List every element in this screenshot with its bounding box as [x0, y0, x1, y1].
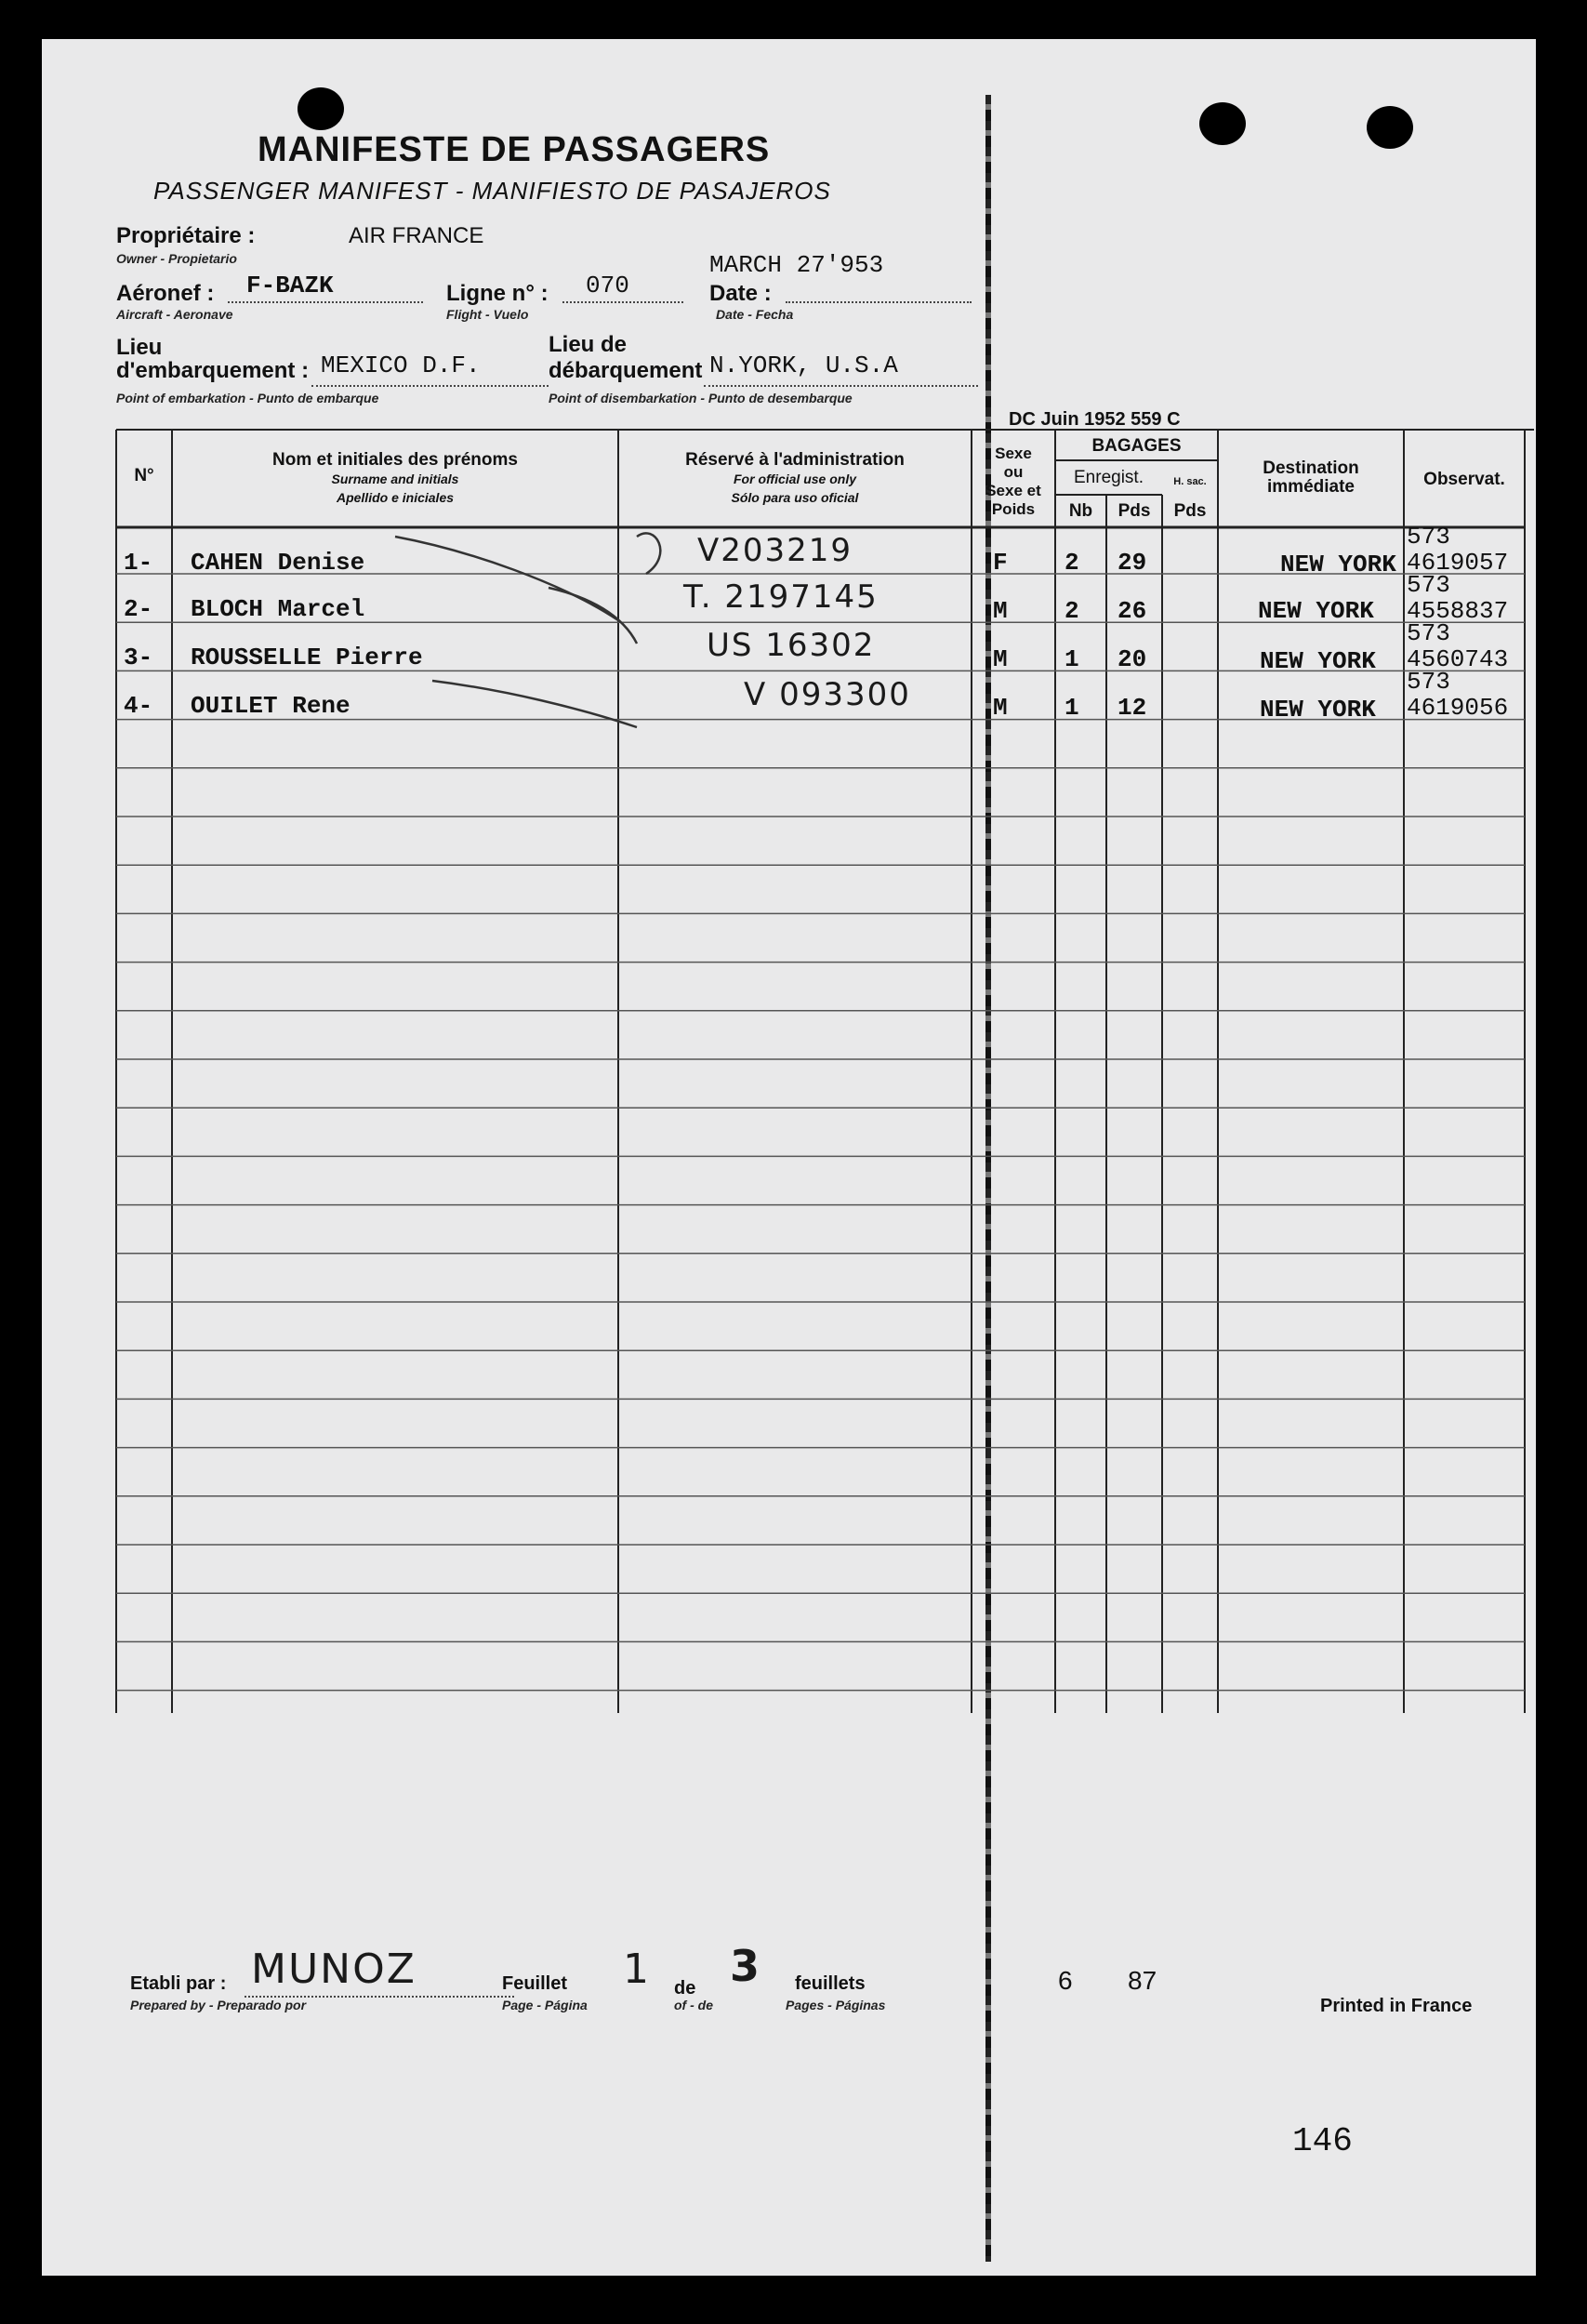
col-header-name — [172, 451, 618, 507]
row-name: ROUSSELLE Pierre — [191, 644, 423, 671]
sheets-sub: Pages - Páginas — [786, 1998, 886, 2012]
embark-label: Lieu — [116, 335, 163, 360]
row-sex: M — [993, 694, 1008, 722]
row-name: OUILET Rene — [191, 692, 350, 720]
col-header-admin-label: Réservé à l'administration — [685, 450, 905, 470]
col-header-destination — [1218, 459, 1404, 497]
row-obs: 4619057 — [1407, 549, 1509, 577]
col-header-destination-1: Destination — [1263, 458, 1359, 478]
col-header-pds: Pds — [1118, 501, 1151, 521]
embark-label-2: d'embarquement : — [116, 358, 310, 383]
flight-value: 070 — [586, 272, 629, 299]
flight-label: Ligne n° : — [446, 281, 549, 306]
disembark-sub: Point of disembarkation - Punto de desembarque — [549, 391, 853, 405]
sheet-sub: Page - Página — [502, 1998, 588, 2012]
col-header-pds-hand: Pds — [1173, 501, 1207, 521]
manifest-page — [42, 39, 1536, 2276]
aircraft-sub: Aircraft - Aeronave — [116, 307, 233, 322]
row-destination: NEW YORK — [1260, 647, 1376, 675]
aircraft-value: F-BAZK — [246, 272, 334, 299]
row-admin: V203219 — [697, 532, 853, 569]
disembark-label-2: débarquement — [549, 358, 703, 383]
of-sub: of - de — [674, 1998, 713, 2012]
row-sex: F — [993, 549, 1008, 577]
col-header-sex-2: ou — [1003, 463, 1024, 481]
col-header-name-sub: Surname and initials — [331, 471, 459, 486]
total-nb: 6 — [1058, 1966, 1073, 1995]
sheet-label: Feuillet — [502, 1973, 568, 1994]
row-obs-top: 573 — [1407, 571, 1450, 599]
col-header-sex — [972, 445, 1055, 519]
col-header-name-label: Nom et initiales des prénoms — [272, 450, 518, 470]
row-obs-top: 573 — [1407, 523, 1450, 551]
row-sex: M — [993, 597, 1008, 625]
col-header-sex-3: Sexe et — [985, 482, 1041, 499]
col-header-main: H. sac. — [1173, 476, 1207, 487]
page-title: MANIFESTE DE PASSAGERS — [258, 130, 771, 169]
aircraft-label: Aéronef : — [116, 281, 215, 306]
row-no: 1- — [124, 549, 153, 577]
row-no: 4- — [124, 692, 153, 720]
row-no: 3- — [124, 644, 153, 671]
embark-value: MEXICO D.F. — [321, 352, 481, 379]
row-pds: 29 — [1118, 549, 1147, 577]
row-obs: 4558837 — [1407, 597, 1509, 625]
page-number: 146 — [1292, 2122, 1353, 2160]
row-name: BLOCH Marcel — [191, 595, 365, 623]
row-nb: 1 — [1065, 694, 1079, 722]
col-header-admin — [618, 451, 972, 507]
prepared-label: Etabli par : — [130, 1973, 227, 1994]
col-header-no: N° — [134, 466, 154, 485]
row-admin: US 16302 — [707, 627, 876, 664]
prepared-sub: Prepared by - Preparado por — [130, 1998, 307, 2012]
row-obs-top: 573 — [1407, 668, 1450, 696]
row-name: CAHEN Denise — [191, 549, 365, 577]
row-nb: 1 — [1065, 645, 1079, 673]
col-header-observations: Observat. — [1423, 470, 1505, 489]
owner-label: Propriétaire : — [116, 223, 256, 248]
embark-sub: Point of embarkation - Punto de embarque — [116, 391, 379, 405]
of-label: de — [674, 1978, 696, 1999]
row-pds: 20 — [1118, 645, 1147, 673]
row-destination: NEW YORK — [1260, 696, 1376, 724]
col-header-sex-4: Poids — [991, 500, 1036, 518]
row-pds: 26 — [1118, 597, 1147, 625]
sheet-value: 1 — [623, 1946, 651, 1993]
col-header-admin-sub: For official use only — [734, 471, 856, 486]
row-nb: 2 — [1065, 549, 1079, 577]
disembark-value: N.YORK, U.S.A — [709, 352, 898, 379]
col-header-nb: Nb — [1068, 501, 1093, 521]
manifest-table-grid — [42, 39, 1536, 1713]
owner-value: AIR FRANCE — [349, 223, 484, 248]
row-admin: T. 2197145 — [683, 578, 879, 616]
row-sex: M — [993, 645, 1008, 673]
col-header-admin-sub-es: Sólo para uso oficial — [731, 490, 859, 505]
row-destination: NEW YORK — [1258, 597, 1374, 625]
row-destination: NEW YORK — [1280, 551, 1396, 578]
col-header-enreg: Enregist. — [1074, 468, 1144, 487]
row-pds: 12 — [1118, 694, 1147, 722]
date-label: Date : — [709, 281, 772, 306]
col-header-destination-2: immédiate — [1267, 477, 1355, 497]
total-pds: 87 — [1128, 1966, 1157, 1995]
flight-sub: Flight - Vuelo — [446, 307, 529, 322]
of-value: 3 — [730, 1941, 762, 1991]
page-subtitle: PASSENGER MANIFEST - MANIFIESTO DE PASAJEROS — [153, 177, 831, 205]
row-nb: 2 — [1065, 597, 1079, 625]
row-no: 2- — [124, 595, 153, 623]
date-value: MARCH 27'953 — [709, 251, 884, 279]
col-header-sex-1: Sexe — [995, 445, 1032, 462]
disembark-label: Lieu de — [549, 332, 628, 357]
row-admin: V 093300 — [744, 676, 911, 713]
owner-sub: Owner - Propietario — [116, 251, 237, 266]
col-header-name-sub-es: Apellido e iniciales — [336, 490, 455, 505]
printed-in-france: Printed in France — [1320, 1996, 1473, 2016]
sheets-label: feuillets — [795, 1973, 866, 1994]
col-header-bagages: BAGAGES — [1091, 436, 1182, 456]
row-obs-top: 573 — [1407, 619, 1450, 647]
row-obs: 4560743 — [1407, 645, 1509, 673]
form-code: DC Juin 1952 559 C — [1009, 409, 1181, 430]
row-obs: 4619056 — [1407, 694, 1509, 722]
prepared-value: MUNOZ — [251, 1946, 417, 1993]
date-sub: Date - Fecha — [716, 307, 794, 322]
